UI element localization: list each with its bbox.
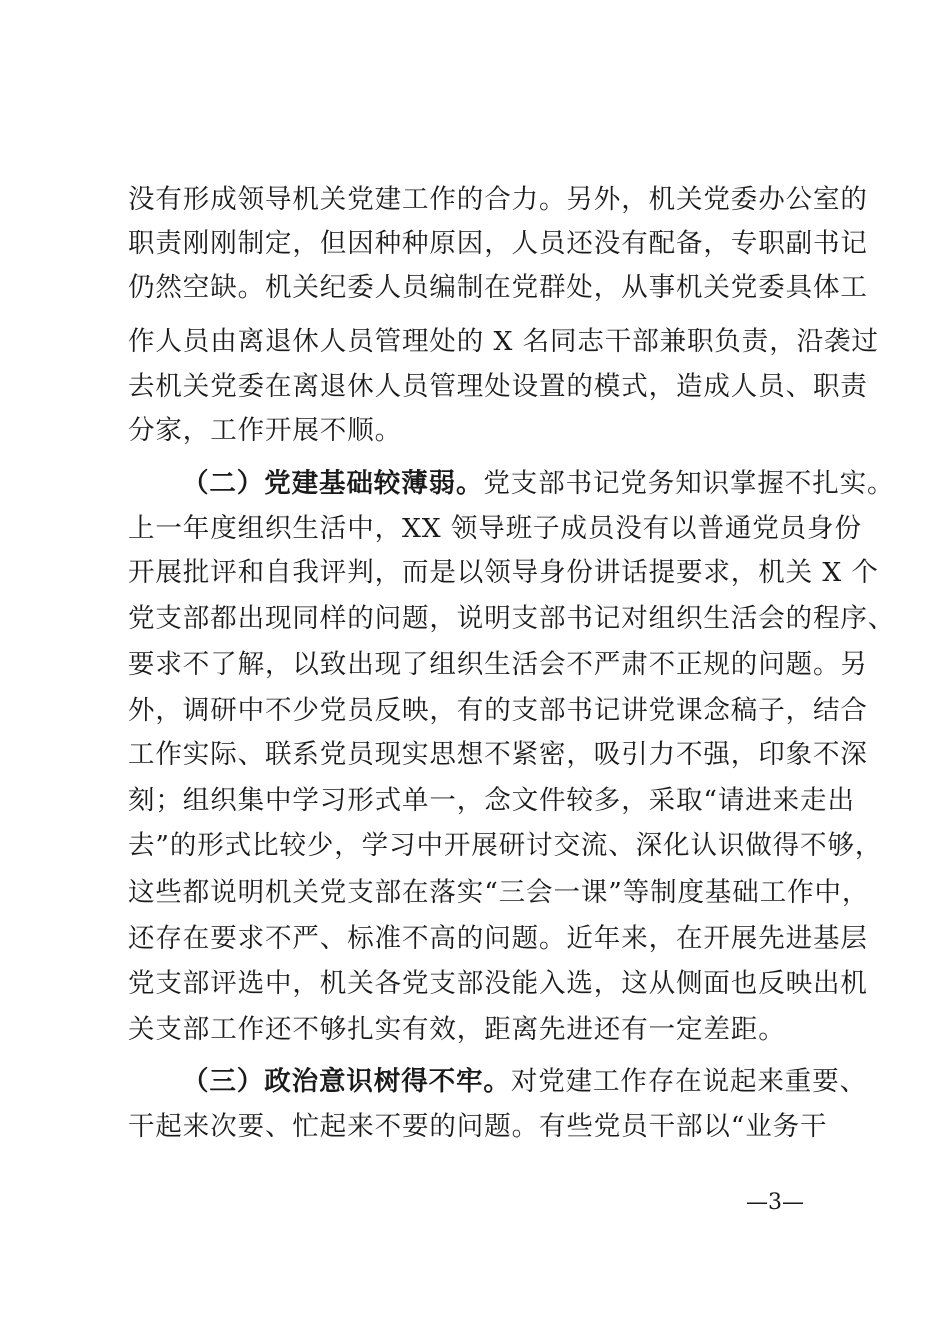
text-line: 党支部都出现同样的问题，说明支部书记对组织生活会的程序、 — [128, 603, 896, 634]
text-line: 党支部评选中，机关各党支部没能入选，这从侧面也反映出机 — [128, 968, 868, 999]
text-line: 去”的形式比较少，学习中开展研讨交流、深化认识做得不够， — [128, 830, 883, 861]
section-2-paragraph-start — [182, 462, 895, 506]
text-line: 还存在要求不严、标准不高的问题。近年来，在开展先进基层 — [128, 923, 868, 954]
text-line: 外，调研中不少党员反映，有的支部书记讲党课念稿子，结合 — [128, 695, 868, 726]
text-line: 要求不了解，以致出现了组织生活会不严肃不正规的问题。另 — [128, 649, 868, 680]
text-line: 这些都说明机关党支部在落实“三会一课”等制度基础工作中， — [128, 877, 870, 908]
section-2-text: 党支部书记党务知识掌握不扎实。 — [483, 468, 895, 499]
section-3-text: 对党建工作存在说起来重要、 — [510, 1066, 868, 1097]
text-line: 分家，工作开展不顺。 — [128, 415, 402, 446]
page-number: —3— — [746, 1190, 804, 1215]
text-line: 去机关党委在离退休人员管理处设置的模式，造成人员、职责 — [128, 371, 868, 402]
text-line: 干起来次要、忙起来不要的问题。有些党员干部以“业务干 — [128, 1111, 828, 1142]
text-line: 没有形成领导机关党建工作的合力。另外，机关党委办公室的 — [128, 184, 868, 215]
text-line: 上一年度组织生活中，XX 领导班子成员没有以普通党员身份 — [128, 513, 862, 544]
section-2-heading: （二）党建基础较薄弱。 — [182, 468, 484, 499]
section-3-heading: （三）政治意识树得不牢。 — [182, 1066, 511, 1097]
section-3-paragraph-start — [182, 1060, 882, 1104]
text-line: 开展批评和自我评判，而是以领导身份讲话提要求，机关 X 个 — [128, 557, 879, 588]
text-line: 刻；组织集中学习形式单一，念文件较多，采取“请进来走出 — [128, 785, 855, 816]
text-line: 仍然空缺。机关纪委人员编制在党群处，从事机关党委具体工 — [128, 272, 868, 303]
text-line: 关支部工作还不够扎实有效，距离先进还有一定差距。 — [128, 1014, 786, 1045]
text-line: 职责刚刚制定，但因种种原因，人员还没有配备，专职副书记 — [128, 228, 868, 259]
text-line: 作人员由离退休人员管理处的 X 名同志干部兼职负责，沿袭过 — [128, 326, 879, 357]
text-line: 工作实际、联系党员现实思想不紧密，吸引力不强，印象不深 — [128, 739, 868, 770]
